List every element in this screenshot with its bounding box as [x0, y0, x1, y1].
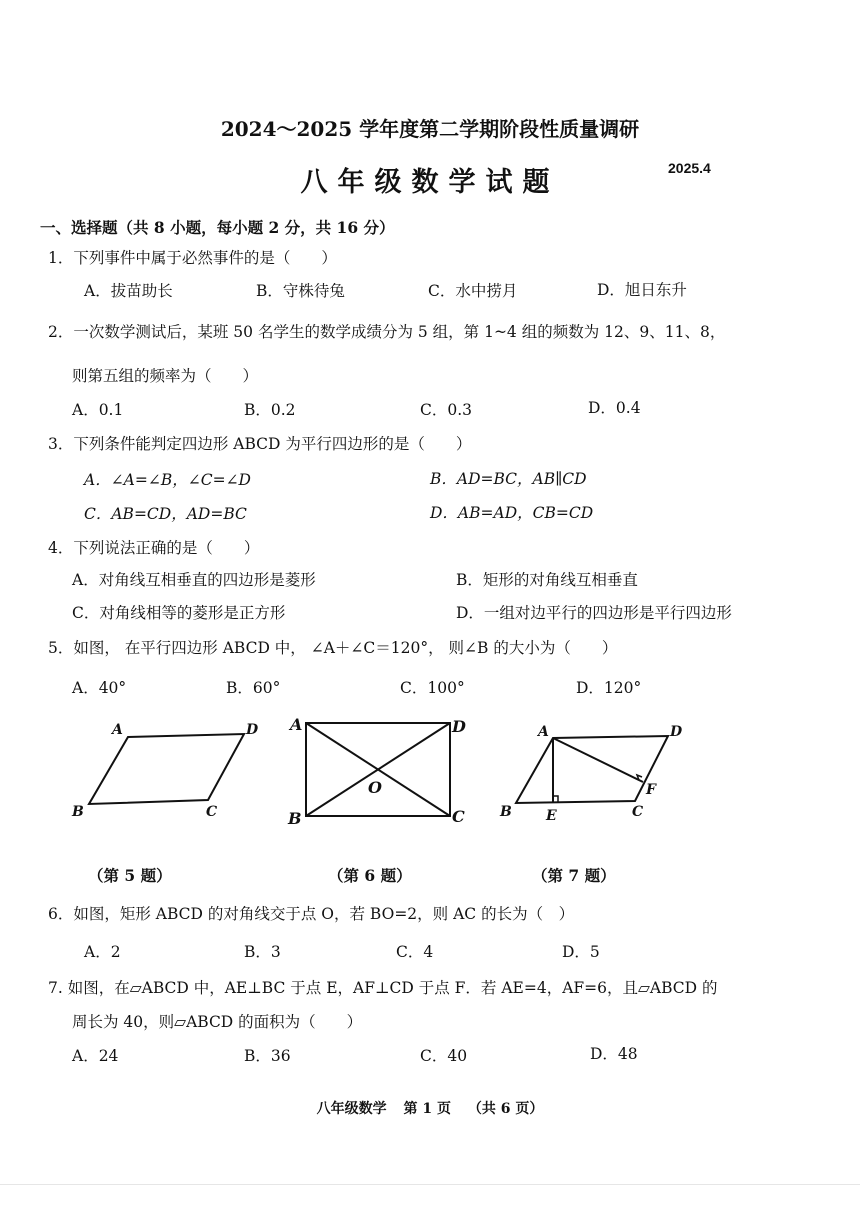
foot-label-e: E	[546, 808, 557, 824]
question-2-stem-line2: 则第五组的频率为（ ）	[72, 367, 259, 385]
question-1-stem: 1．下列事件中属于必然事件的是（ ）	[48, 249, 337, 267]
question-6-option-d: D．5	[562, 943, 600, 961]
page-bottom-divider	[0, 1184, 860, 1185]
question-6-stem: 6．如图，矩形 ABCD 的对角线交于点 O，若 BO=2，则 AC 的长为（ ）	[48, 905, 575, 923]
question-1-option-b: B．守株待兔	[256, 282, 345, 300]
vertex-label-a: A	[538, 724, 549, 740]
question-6-option-b: B．3	[244, 943, 281, 961]
question-1-option-a: A．拔苗助长	[84, 282, 173, 300]
exam-subtitle: 八年级数学试题	[300, 167, 560, 198]
figure-6-caption: （第 6 题）	[328, 866, 412, 885]
question-6-option-a: A．2	[84, 943, 121, 961]
question-2-stem-line1: 2．一次数学测试后，某班 50 名学生的数学成绩分为 5 组，第 1~4 组的频数为 12、9、11、8，	[48, 323, 726, 341]
exam-title: 2024～2025 学年度第二学期阶段性质量调研	[220, 117, 640, 141]
question-3-option-a: A．∠A=∠B，∠C=∠D	[84, 471, 251, 489]
footer-total-pages: （共 6 页）	[467, 1101, 544, 1117]
page-footer	[0, 1098, 860, 1118]
question-2-option-d: D．0.4	[588, 399, 641, 417]
figure-5-caption: （第 5 题）	[88, 866, 172, 885]
vertex-label-c: C	[632, 804, 644, 820]
vertex-label-a: A	[290, 715, 303, 734]
figure-6-rectangle	[282, 708, 482, 832]
section-heading: 一、选择题（共 8 小题，每小题 2 分，共 16 分）	[40, 218, 395, 237]
center-label-o: O	[368, 778, 382, 797]
parallelogram-abcd	[89, 734, 244, 804]
vertex-label-b: B	[500, 804, 512, 820]
question-7-stem-line1: 7. 如图，在▱ABCD 中，AE⊥BC 于点 E，AF⊥CD 于点 F．若 AE=4，AF=6，且▱ABCD 的	[48, 979, 718, 997]
vertex-label-d: D	[246, 722, 259, 738]
vertex-label-c: C	[206, 804, 218, 820]
foot-label-f: F	[646, 782, 656, 798]
question-1-option-d: D．旭日东升	[597, 281, 687, 299]
question-3-option-d: D．AB=AD，CB=CD	[430, 504, 594, 522]
vertex-label-b: B	[288, 809, 302, 828]
altitude-af	[553, 738, 643, 782]
question-5-option-d: D．120°	[576, 679, 642, 697]
figure-5-parallelogram	[60, 712, 280, 832]
question-6-option-c: C．4	[396, 943, 434, 961]
exam-date: 2025.4	[668, 160, 711, 176]
question-3-option-c: C．AB=CD，AD=BC	[84, 505, 247, 523]
vertex-label-a: A	[112, 722, 123, 738]
question-7-option-b: B．36	[244, 1047, 291, 1065]
question-4-stem: 4．下列说法正确的是（ ）	[48, 539, 260, 557]
question-5-option-b: B．60°	[226, 679, 281, 697]
figure-7-parallelogram	[496, 716, 696, 832]
question-4-option-d: D．一组对边平行的四边形是平行四边形	[456, 604, 732, 622]
question-3-option-b: B．AD=BC，AB∥CD	[430, 470, 587, 488]
figure-7-caption: （第 7 题）	[532, 866, 616, 885]
question-5-stem: 5．如图， 在平行四边形 ABCD 中， ∠A＋∠C＝120°， 则∠B 的大小为（ ）	[48, 639, 618, 657]
question-7-stem-line2: 周长为 40，则▱ABCD 的面积为（ ）	[72, 1013, 363, 1031]
question-4-option-a: A．对角线互相垂直的四边形是菱形	[72, 571, 316, 589]
question-2-option-a: A．0.1	[72, 401, 124, 419]
vertex-label-c: C	[452, 807, 465, 826]
question-7-option-a: A．24	[72, 1047, 119, 1065]
question-2-option-c: C．0.3	[420, 401, 473, 419]
question-4-option-b: B．矩形的对角线互相垂直	[456, 571, 638, 589]
vertex-label-d: D	[670, 724, 683, 740]
question-7-option-c: C．40	[420, 1047, 468, 1065]
question-5-option-a: A．40°	[72, 679, 127, 697]
question-5-option-c: C．100°	[400, 679, 465, 697]
question-7-option-d: D．48	[590, 1045, 638, 1063]
vertex-label-b: B	[72, 804, 84, 820]
question-4-option-c: C．对角线相等的菱形是正方形	[72, 604, 286, 622]
footer-subject: 八年级数学	[316, 1101, 387, 1117]
footer-page-number: 第 1 页	[403, 1101, 451, 1117]
question-3-stem: 3．下列条件能判定四边形 ABCD 为平行四边形的是（ ）	[48, 435, 472, 453]
vertex-label-d: D	[452, 717, 466, 736]
question-1-option-c: C．水中捞月	[428, 282, 518, 300]
question-2-option-b: B．0.2	[244, 401, 296, 419]
